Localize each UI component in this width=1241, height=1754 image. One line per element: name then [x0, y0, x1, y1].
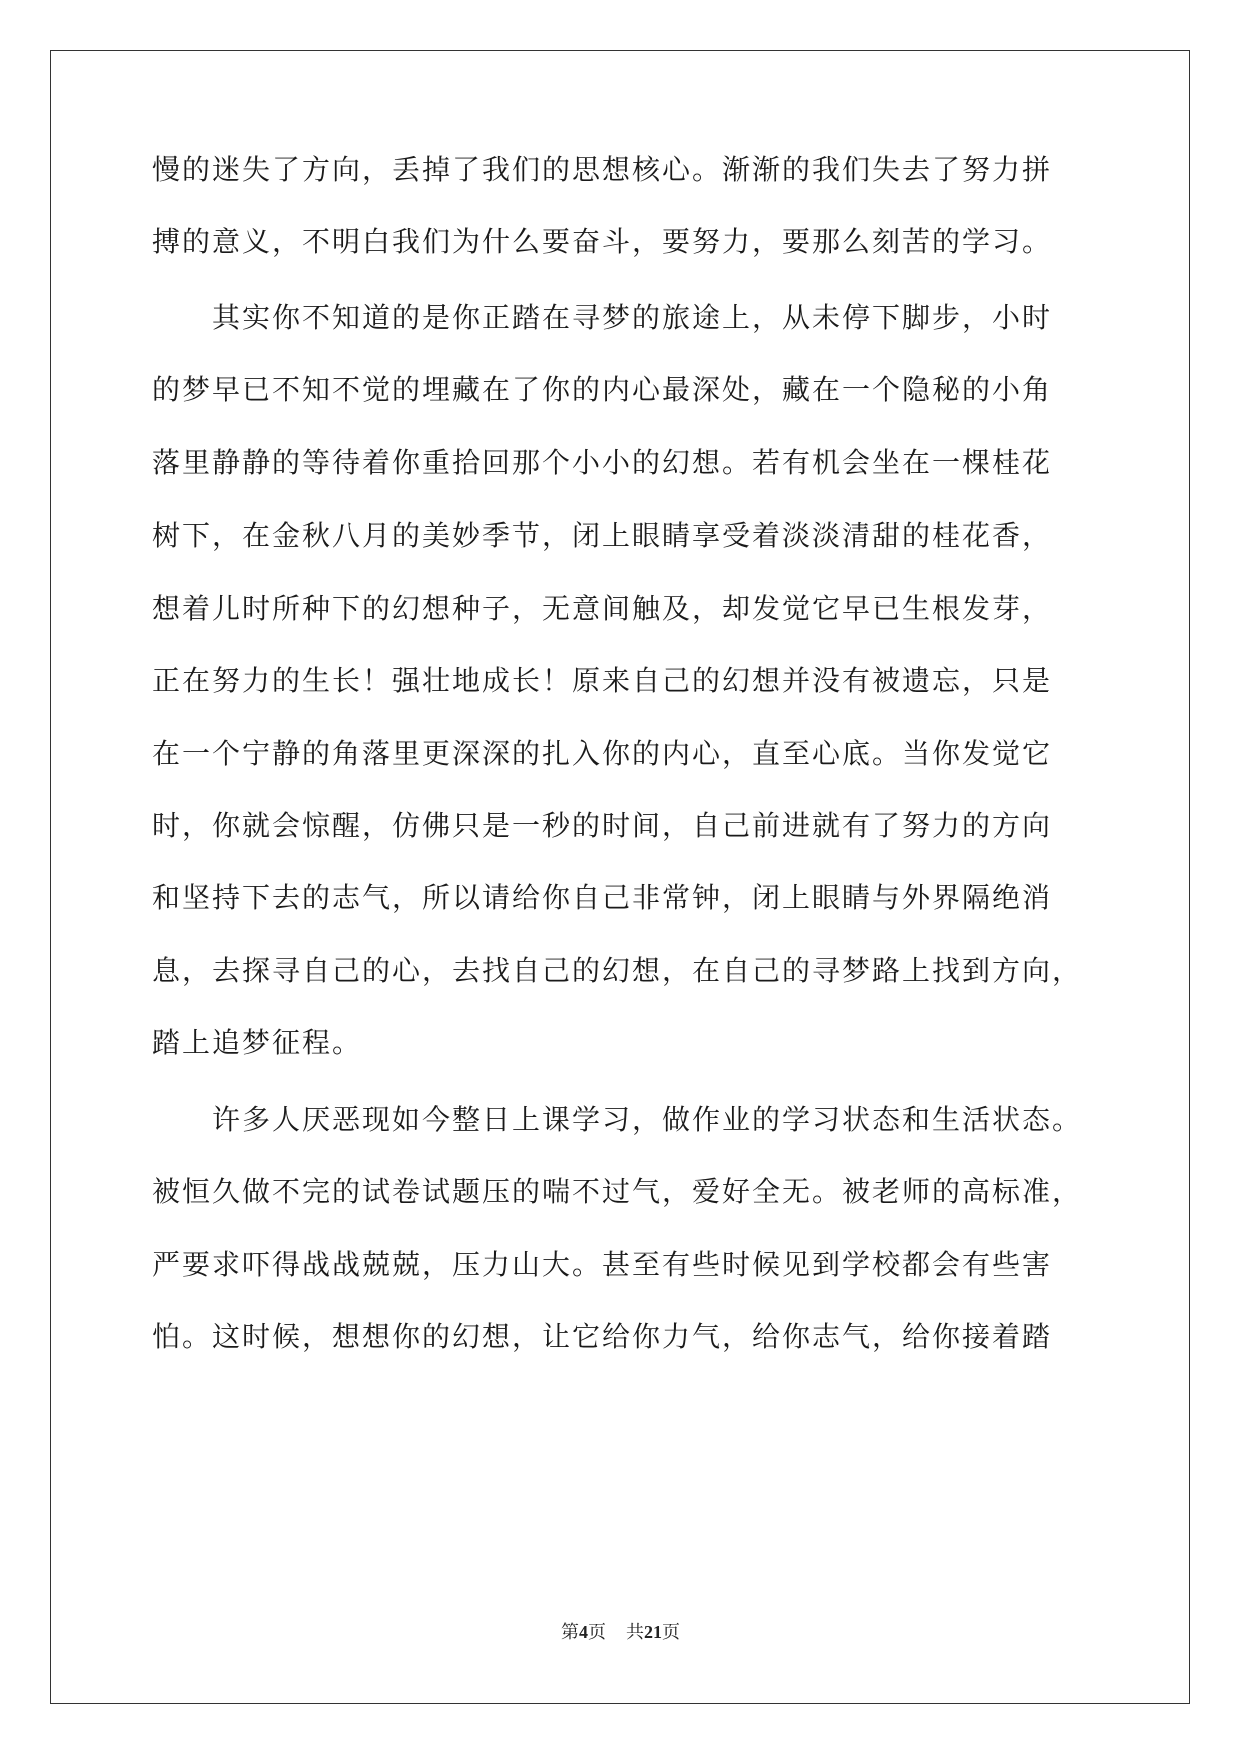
text-line: 树下，在金秋八月的美妙季节，闭上眼睛享受着淡淡清甜的桂花香，	[152, 519, 1053, 552]
page-suffix: 页	[588, 1622, 606, 1642]
text-line: 怕。这时候，想想你的幻想，让它给你力气，给你志气，给你接着踏	[152, 1320, 1053, 1353]
total-pages: 21	[644, 1622, 662, 1642]
text-line: 慢的迷失了方向，丢掉了我们的思想核心。渐渐的我们失去了努力拼	[152, 153, 1053, 186]
paragraph-start-line: 许多人厌恶现如今整日上课学习，做作业的学习状态和生活状态。	[212, 1103, 1083, 1136]
text-line: 想着儿时所种下的幻想种子，无意间触及，却发觉它早已生根发芽，	[152, 592, 1053, 625]
text-line: 时，你就会惊醒，仿佛只是一秒的时间，自己前进就有了努力的方向	[152, 809, 1053, 842]
total-suffix: 页	[662, 1622, 680, 1642]
paragraph-start-line: 其实你不知道的是你正踏在寻梦的旅途上，从未停下脚步，小时	[212, 301, 1053, 334]
text-line: 严要求吓得战战兢兢，压力山大。甚至有些时候见到学校都会有些害	[152, 1248, 1053, 1281]
page-number: 4	[579, 1622, 588, 1642]
text-line: 踏上追梦征程。	[152, 1026, 363, 1059]
total-prefix: 共	[626, 1622, 644, 1642]
text-line: 和坚持下去的志气，所以请给你自己非常钟，闭上眼睛与外界隔绝消	[152, 881, 1053, 914]
text-line: 的梦早已不知不觉的埋藏在了你的内心最深处，藏在一个隐秘的小角	[152, 373, 1053, 406]
text-line: 搏的意义，不明白我们为什么要奋斗，要努力，要那么刻苦的学习。	[152, 225, 1053, 258]
text-line: 落里静静的等待着你重拾回那个小小的幻想。若有机会坐在一棵桂花	[152, 446, 1053, 479]
text-line: 正在努力的生长！强壮地成长！原来自己的幻想并没有被遗忘，只是	[152, 664, 1053, 697]
text-line: 在一个宁静的角落里更深深的扎入你的内心，直至心底。当你发觉它	[152, 737, 1053, 770]
page-prefix: 第	[561, 1622, 579, 1642]
text-line: 息，去探寻自己的心，去找自己的幻想，在自己的寻梦路上找到方向，	[152, 954, 1083, 987]
text-line: 被恒久做不完的试卷试题压的喘不过气，爱好全无。被老师的高标准，	[152, 1175, 1083, 1208]
page-footer	[0, 1618, 1241, 1644]
